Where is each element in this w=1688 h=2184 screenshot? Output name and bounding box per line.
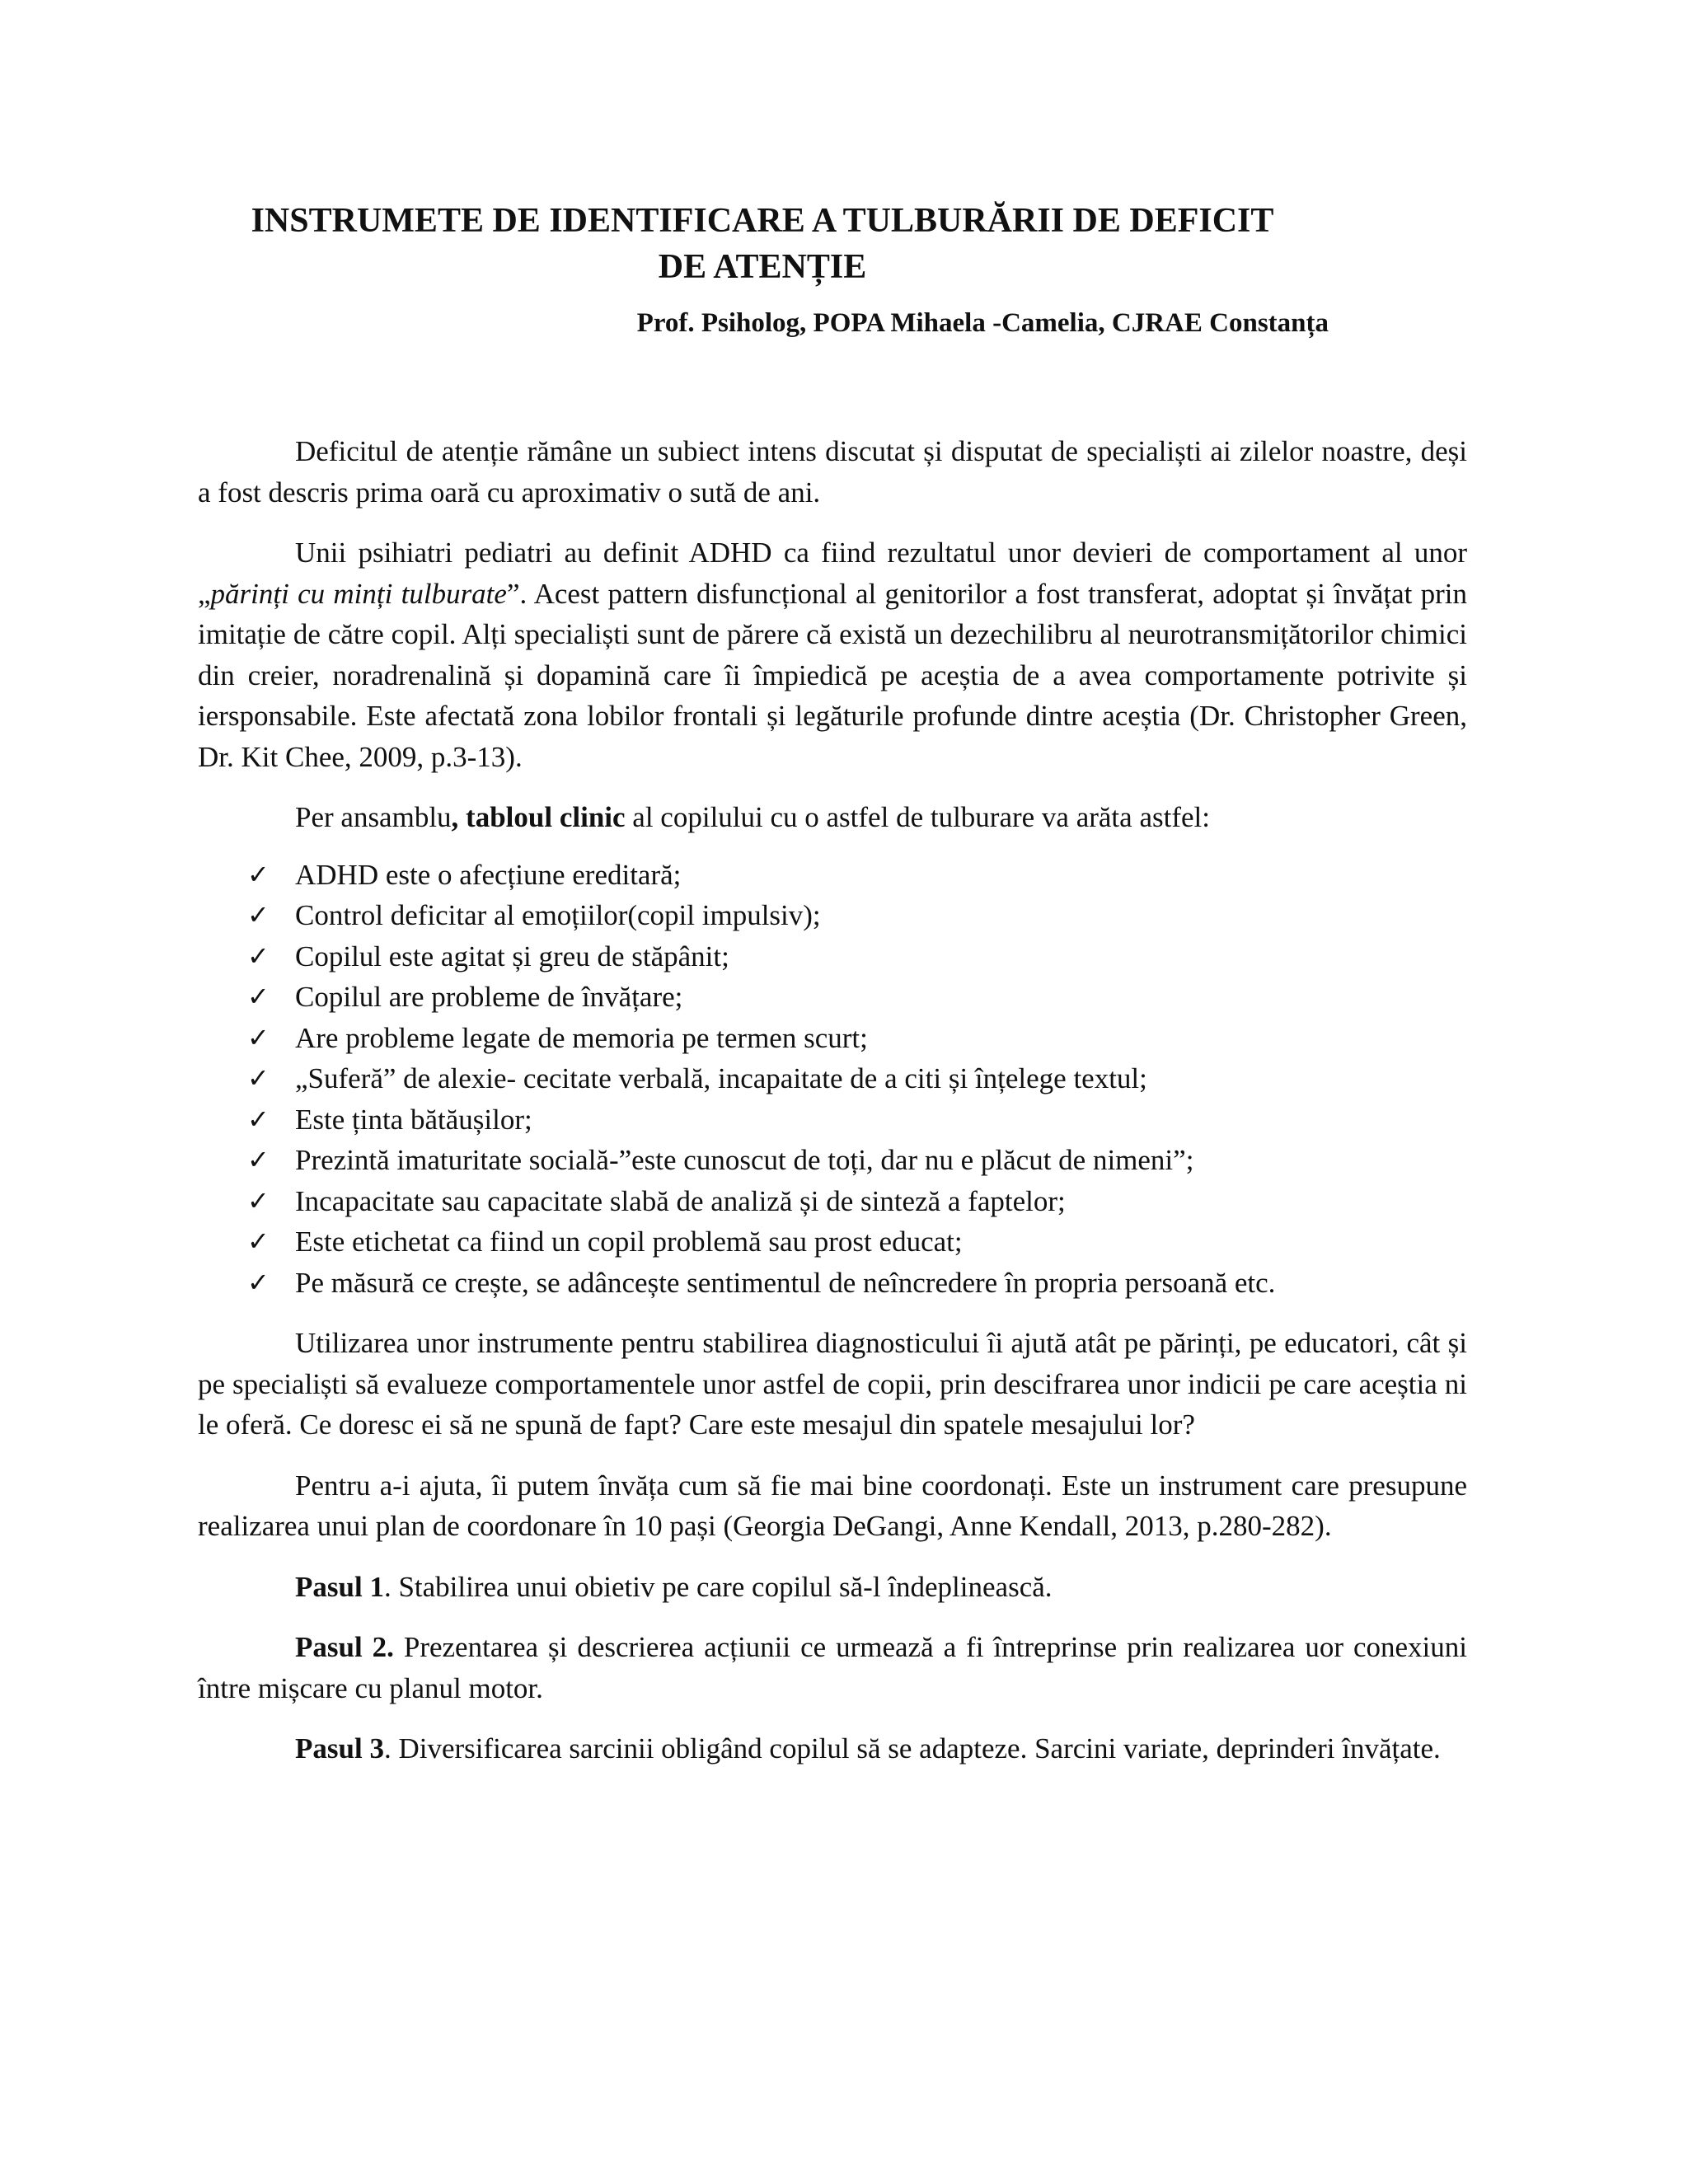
checklist-item-text: Pe măsură ce crește, se adâncește sentimentul de neîncredere în propria persoană etc. xyxy=(295,1266,1276,1299)
step-2-label: Pasul 2. xyxy=(295,1631,394,1663)
checklist-item xyxy=(198,1221,1467,1263)
step-3 xyxy=(198,1728,1467,1769)
paragraph-intro: Deficitul de atenție rămâne un subiect intens discutat și disputat de specialiști ai zilelor noastre, deși a fost descris prima oară cu aproximativ o sută de ani. xyxy=(198,435,1467,509)
paragraph-definition-text-a: Unii psihiatri pediatri au definit ADHD ca fiind rezultatul unor devieri de comportament al unor „ xyxy=(198,537,1467,610)
author-line: Prof. Psiholog, POPA Mihaela -Camelia, CJRAE Constanța xyxy=(636,308,1329,338)
checklist-item-text: Incapacitate sau capacitate slabă de analiză și de sinteză a faptelor; xyxy=(295,1184,1066,1217)
checkmark-icon: ✓ xyxy=(247,1103,270,1135)
document-title xyxy=(198,198,1467,290)
checkmark-icon: ✓ xyxy=(247,1144,270,1175)
title-line-2: DE ATENȚIE xyxy=(658,248,867,286)
checklist-item xyxy=(198,1058,1467,1099)
step-2-text: Prezentarea și descrierea acțiunii ce urmează a fi întreprinse prin realizarea uor conexiuni între mișcare cu planul motor. xyxy=(198,1631,1467,1704)
checkmark-icon: ✓ xyxy=(247,1266,270,1298)
clinical-intro-text-a: Per ansamblu xyxy=(295,801,452,833)
checklist-item xyxy=(198,1018,1467,1059)
checklist-item xyxy=(198,895,1467,936)
step-1-text: . Stabilirea unui obietiv pe care copilul să-l îndeplinească. xyxy=(383,1570,1053,1603)
clinical-intro-text-b: al copilului cu o astfel de tulburare va arăta astfel: xyxy=(625,801,1210,833)
checklist-item-text: Copilul este agitat și greu de stăpânit; xyxy=(295,940,729,972)
checklist-item-text: ADHD este o afecțiune ereditară; xyxy=(295,858,682,891)
paragraph-coordination: Pentru a-i ajuta, îi putem învăța cum să fie mai bine coordonați. Este un instrument care presupune realizarea unui plan de coordonare în 10 pași (Georgia DeGangi, Anne Kendall, 2013, p.280-282). xyxy=(198,1469,1467,1542)
checkmark-icon: ✓ xyxy=(247,1184,270,1216)
document-page xyxy=(198,198,1467,1769)
paragraph-definition xyxy=(198,532,1467,777)
checklist-item-text: Are probleme legate de memoria pe termen scurt; xyxy=(295,1021,868,1054)
checklist-item-text: Este etichetat ca fiind un copil problemă sau prost educat; xyxy=(295,1226,963,1258)
paragraph-clinical-intro xyxy=(198,797,1467,838)
checklist-item xyxy=(198,1140,1467,1181)
checkmark-icon: ✓ xyxy=(247,1021,270,1053)
checklist-item xyxy=(198,977,1467,1018)
step-2 xyxy=(198,1627,1467,1708)
checklist-item-text: Control deficitar al emoțiilor(copil impulsiv); xyxy=(295,899,821,931)
step-1-label: Pasul 1 xyxy=(295,1570,384,1603)
paragraph-definition-quote: părinți cu minți tulburate xyxy=(210,577,507,610)
checklist-item-text: Copilul are probleme de învățare; xyxy=(295,981,683,1013)
checkmark-icon: ✓ xyxy=(247,1062,270,1094)
checkmark-icon: ✓ xyxy=(247,940,270,972)
step-3-label: Pasul 3 xyxy=(295,1732,384,1765)
checklist-item xyxy=(198,1099,1467,1141)
checkmark-icon: ✓ xyxy=(247,1226,270,1257)
paragraph-instruments: Utilizarea unor instrumente pentru stabilirea diagnosticului îi ajută atât pe părinți, pe educatori, cât și pe specialiști să evalueze comportamentele unor astfel de copii, prin descifrarea unor indicii pe care aceștia ni le oferă. Ce doresc ei să ne spună de fapt? Care este mesajul din spatele mesajului lor? xyxy=(198,1327,1467,1441)
title-line-1: INSTRUMETE DE IDENTIFICARE A TULBURĂRII DE DEFICIT xyxy=(251,202,1274,240)
checklist-item xyxy=(198,936,1467,977)
checklist-item xyxy=(198,1263,1467,1304)
checklist-item-text: Prezintă imaturitate socială-”este cunoscut de toți, dar nu e plăcut de nimeni”; xyxy=(295,1144,1194,1176)
checklist-item xyxy=(198,1181,1467,1222)
checkmark-icon: ✓ xyxy=(247,899,270,930)
checklist-item-text: Este ținta bătăușilor; xyxy=(295,1103,532,1136)
symptom-checklist xyxy=(198,855,1467,1304)
checklist-item-text: „Suferă” de alexie- cecitate verbală, incapaitate de a citi și înțelege textul; xyxy=(295,1062,1147,1094)
clinical-intro-bold: , tabloul clinic xyxy=(451,801,626,833)
checkmark-icon: ✓ xyxy=(247,981,270,1012)
paragraph-definition-text-b: ”. Acest pattern disfuncțional al genitorilor a fost transferat, adoptat și învățat prin imitație de către copil. Alți specialiști sunt de părere că există un dezechilibru al neurotransmițătorilor chimici din creier, noradrenalină și dopamină care îi împiedică pe aceștia de a avea comportamente potrivite și iersponsabile. Este afectată zona lobilor frontali și legăturile profunde dintre aceștia (Dr. Christopher Green, Dr. Kit Chee, 2009, p.3-13). xyxy=(198,577,1467,773)
checkmark-icon: ✓ xyxy=(247,858,270,890)
checklist-item xyxy=(198,855,1467,896)
step-1 xyxy=(198,1567,1467,1608)
step-3-text: . Diversificarea sarcinii obligând copilul să se adapteze. Sarcini variate, deprinderi învățate. xyxy=(383,1732,1441,1765)
